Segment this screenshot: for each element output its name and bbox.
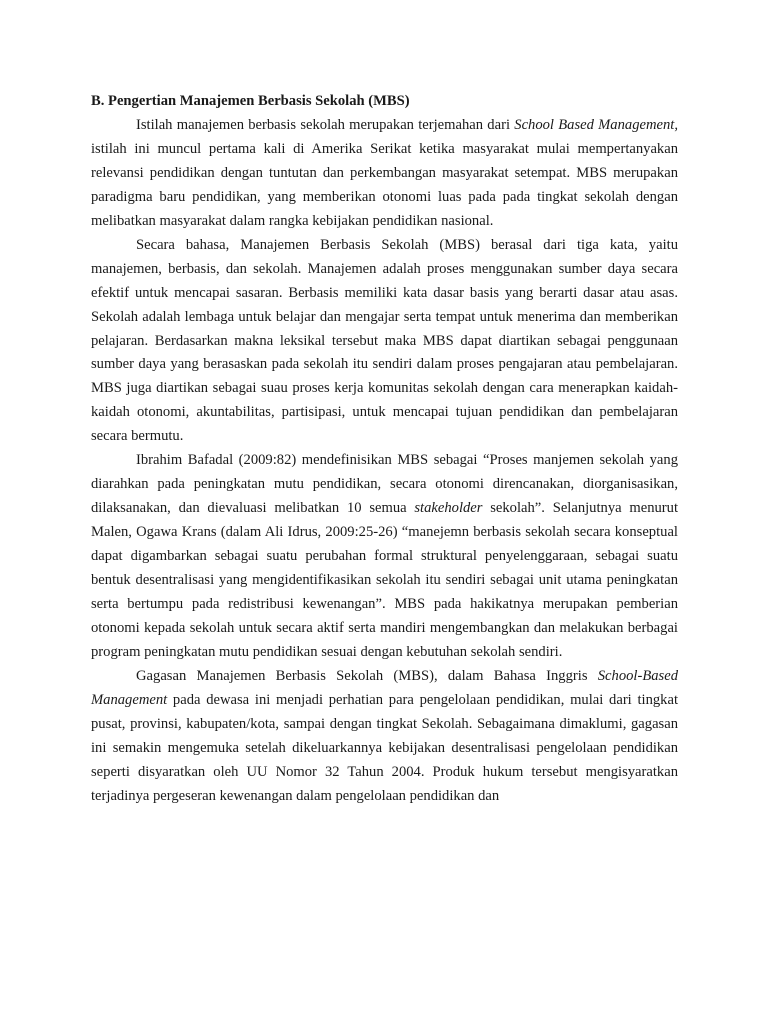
section-heading: B. Pengertian Manajemen Berbasis Sekolah (MBS) [91,93,410,109]
body-paragraph [91,665,678,809]
body-paragraph [91,234,678,450]
paragraph-text: pada dewasa ini menjadi perhatian para pengelolaan pendidikan, mulai dari tingkat pusat, provinsi, kabupaten/kota, sampai dengan tingkat Sekolah. Sebagaimana dimaklumi, gagasan ini semakin mengemuka setelah dikeluarkannya kebijakan desentralisasi pengelolaan pendidikan seperti disyaratkan oleh UU Nomor 32 Tahun 2004. Produk hukum tersebut mengisyaratkan terjadinya pergeseran kewenangan dalam pengelolaan pendidikan dan [91,691,678,804]
paragraph-text: sekolah”. Selanjutnya menurut Malen, Ogawa Krans (dalam Ali Idrus, 2009:25-26) “manejemn berbasis sekolah secara konseptual dapat digambarkan sebagai suatu perubahan formal struktural penyelenggaraan, sebagai suatu bentuk desentralisasi yang mengidentifikasikan sekolah itu sendiri sebagai unit utama peningkatan serta bertumpu pada redistribusi kewenangan”. MBS pada hakikatnya merupakan pemberian otonomi kepada sekolah untuk secara aktif serta mandiri mengembangkan dan melakukan berbagai program peningkatan mutu pendidikan sesuai dengan kebutuhan sekolah sendiri. [91,500,678,660]
italic-term: School-Based Management [91,667,678,708]
body-paragraph [91,114,678,234]
paragraph-text: Secara bahasa, Manajemen Berbasis Sekolah (MBS) berasal dari tiga kata, yaitu manajemen, berbasis, dan sekolah. Manajemen adalah proses menggunakan sumber daya secara efektif untuk mencapai sasaran. Berbasis memiliki kata dasar basis yang berarti dasar atau asas. Sekolah adalah lembaga untuk belajar dan mengajar serta tempat untuk menerima dan memberikan pelajaran. Berdasarkan makna leksikal tersebut maka MBS dapat diartikan sebagai penggunaan sumber daya yang berasaskan pada sekolah itu sendiri dalam proses pengajaran atau pembelajaran. MBS juga diartikan sebagai suau proses kerja komunitas sekolah dengan cara menerapkan kaidah-kaidah otonomi, akuntabilitas, partisipasi, untuk mencapai tujuan pendidikan dan pembelajaran secara bermutu. [91,236,678,445]
paragraph-list [91,114,678,809]
italic-term: School Based Management, [514,116,678,133]
paragraph-text: Gagasan Manajemen Berbasis Sekolah (MBS), dalam Bahasa Inggris [136,667,598,684]
body-paragraph [91,449,678,665]
italic-term: stakeholder [414,500,483,517]
paragraph-text: Ibrahim Bafadal (2009:82) mendefinisikan MBS sebagai “Proses manjemen sekolah yang diarahkan pada peningkatan mutu pendidikan, secara otonomi direncanakan, diorganisasikan, dilaksanakan, dan dievaluasi melibatkan 10 semua [91,452,678,517]
paragraph-text: Istilah manajemen berbasis sekolah merupakan terjemahan dari [136,116,515,133]
paragraph-text: istilah ini muncul pertama kali di Amerika Serikat ketika masyarakat mulai mempertanyakan relevansi pendidikan dengan tuntutan dan perkembangan masyarakat setempat. MBS merupakan paradigma baru pendidikan, yang memberikan otonomi luas pada pada tingkat sekolah dengan melibatkan masyarakat dalam rangka kebijakan pendidikan nasional. [91,140,678,229]
document-page [91,90,678,809]
